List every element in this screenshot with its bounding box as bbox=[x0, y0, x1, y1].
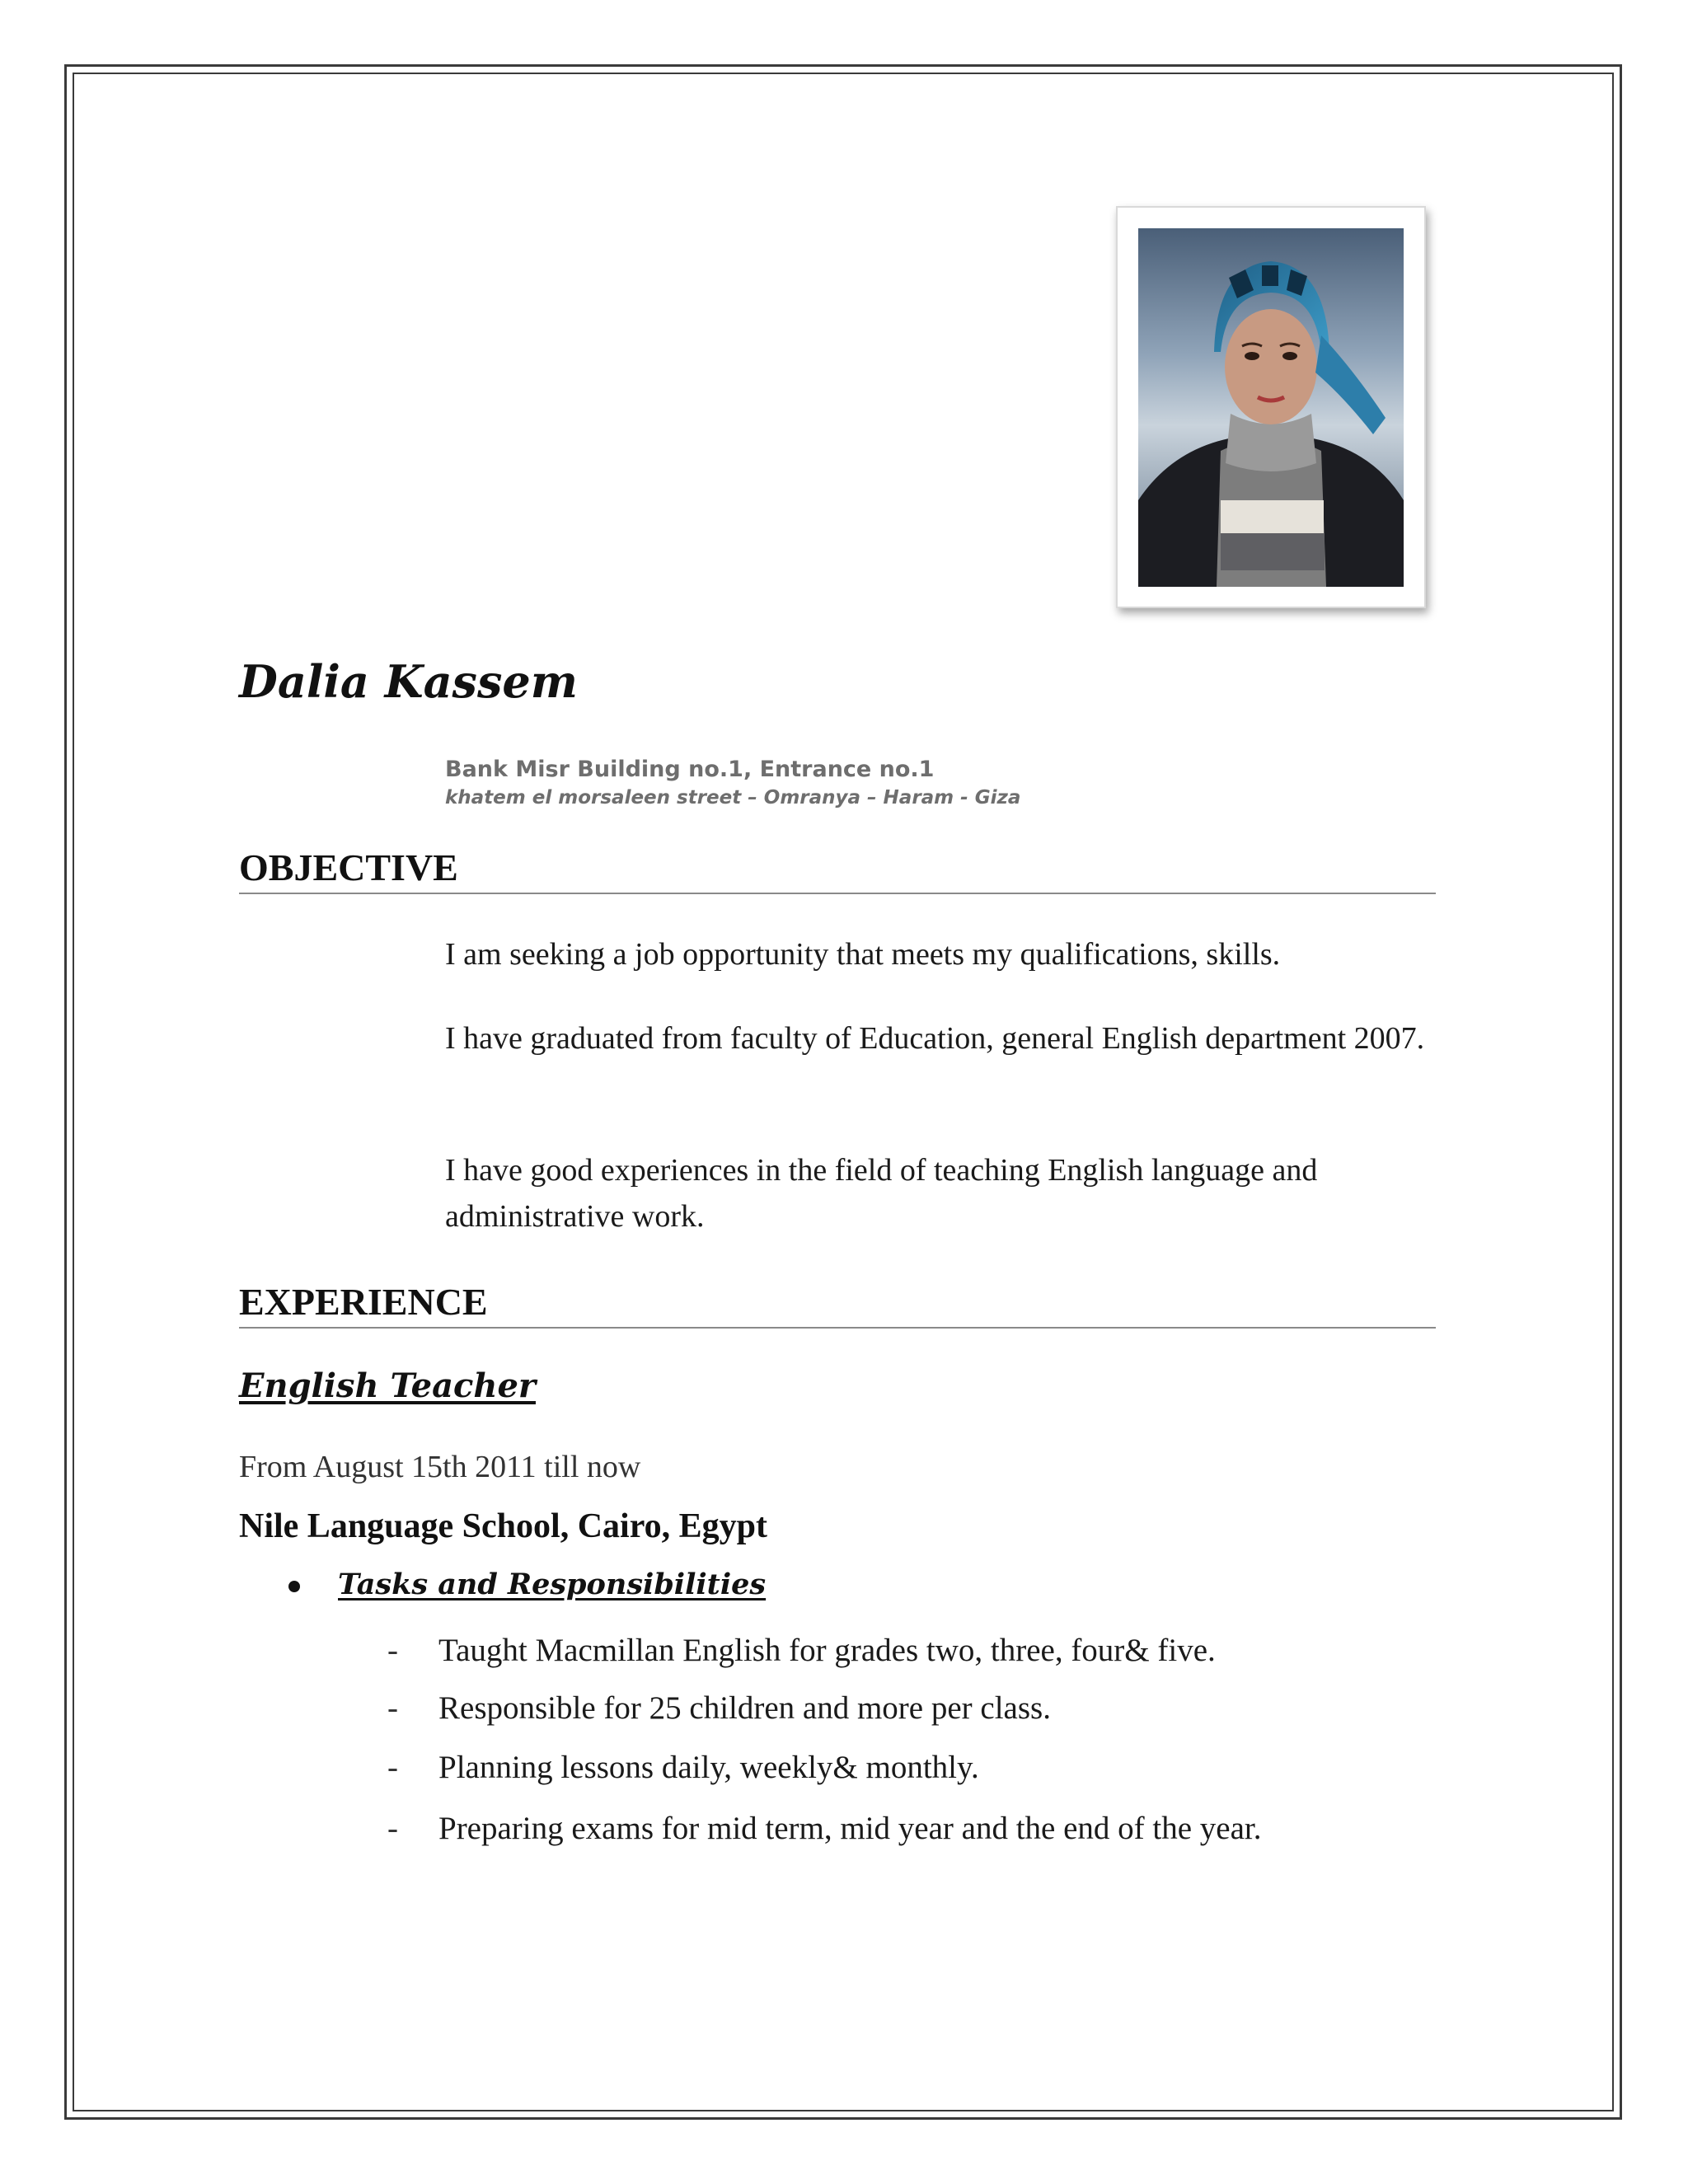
dash-icon: - bbox=[387, 1750, 398, 1785]
task-item bbox=[387, 1690, 1051, 1727]
bullet-icon bbox=[288, 1581, 300, 1592]
task-text: Planning lessons daily, weekly& monthly. bbox=[438, 1750, 979, 1785]
job-employer: Nile Language School, Cairo, Egypt bbox=[239, 1507, 767, 1545]
objective-paragraph: I have graduated from faculty of Education, general English department 2007. bbox=[445, 1021, 1425, 1056]
tasks-heading: Tasks and Responsibilities bbox=[338, 1568, 767, 1601]
experience-heading: EXPERIENCE bbox=[239, 1282, 1436, 1329]
objective-paragraph: I have good experiences in the field of teaching English language and administrative work. bbox=[445, 1153, 1318, 1234]
candidate-name: Dalia Kassem bbox=[239, 655, 578, 708]
task-item bbox=[387, 1632, 1216, 1669]
job-title: English Teacher bbox=[239, 1366, 536, 1405]
task-text: Taught Macmillan English for grades two, three, four& five. bbox=[438, 1633, 1216, 1668]
dash-icon: - bbox=[387, 1690, 398, 1726]
dash-icon: - bbox=[387, 1633, 398, 1668]
address-line-1: Bank Misr Building no.1, Entrance no.1 bbox=[445, 757, 935, 782]
profile-photo-image bbox=[1138, 228, 1404, 587]
address-line-2: khatem el morsaleen street – Omranya – Haram - Giza bbox=[445, 787, 1021, 808]
job-dates: From August 15th 2011 till now bbox=[239, 1450, 641, 1484]
task-text: Preparing exams for mid term, mid year and the end of the year. bbox=[438, 1811, 1262, 1846]
task-item bbox=[387, 1810, 1262, 1847]
objective-paragraph: I am seeking a job opportunity that meets my qualifications, skills. bbox=[445, 937, 1281, 972]
task-text: Responsible for 25 children and more per class. bbox=[438, 1690, 1051, 1726]
objective-heading: OBJECTIVE bbox=[239, 847, 1436, 894]
dash-icon: - bbox=[387, 1811, 398, 1846]
task-item bbox=[387, 1749, 979, 1786]
profile-photo bbox=[1116, 206, 1426, 608]
